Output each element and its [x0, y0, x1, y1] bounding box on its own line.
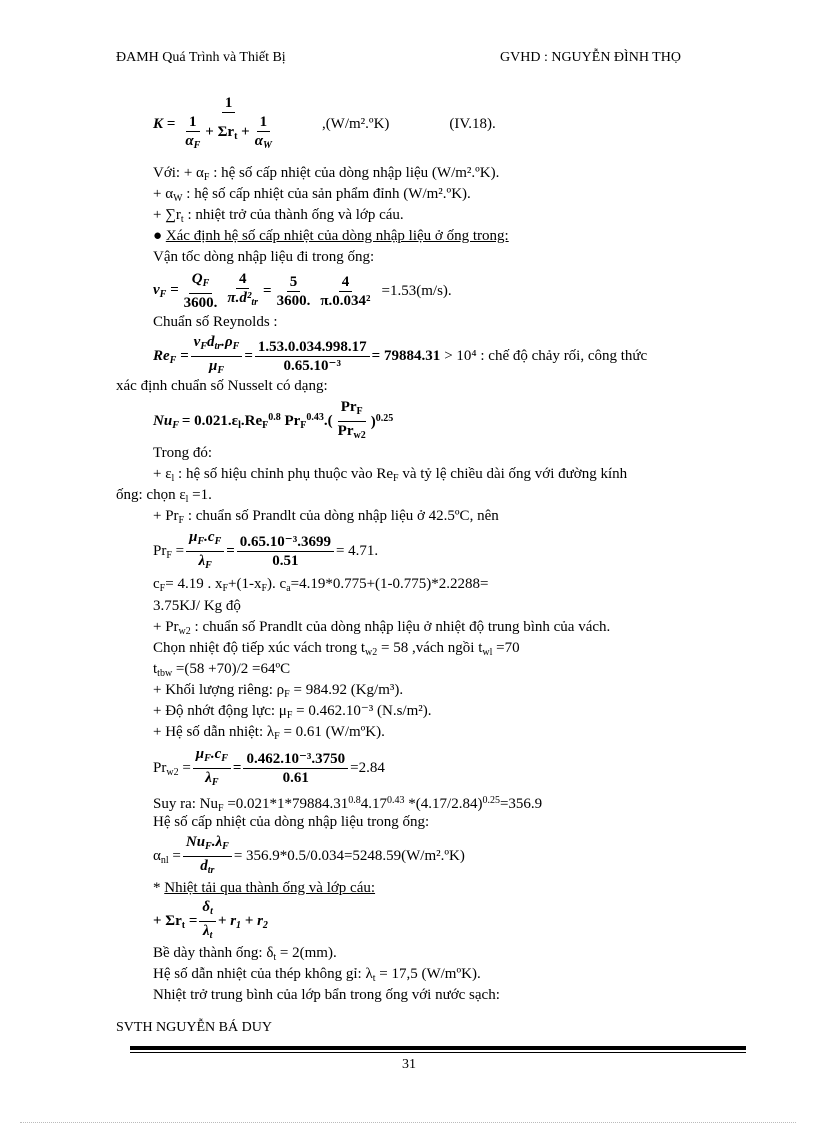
line-prandtl-w2: + $Pr_{w2}$ : chuẩn số Prandlt của dòng nhập liệu ở nhiệt độ trung bình của vách.: [153, 619, 611, 637]
equation-k-ref: (IV.18).: [449, 116, 496, 132]
footer-rule-thin: [130, 1052, 746, 1053]
equation-velocity: $v_F$ = $\frac{Q_F}{3600.}$ $\frac{4}{\pi.d^2_{tr}}$ = $\frac{5}{3600.}$ $\frac{4}{\text{π.0.034²}}$ =1.53(m/s).: [153, 271, 452, 311]
equation-k: K = 1 $\frac{1}{\alpha_F}$ + $\Sigma r_t$ + $\frac{1}{\alpha_W}$ ,(W/m².ºK) (IV.18).: [153, 95, 496, 151]
line-epsilon: + $\varepsilon_l$ : hệ số hiệu chỉnh phụ thuộc vào $Re_F$ và tỷ lệ chiều dài ống với đường kính: [153, 466, 628, 484]
footer-author: SVTH NGUYỄN BÁ DUY: [116, 1020, 272, 1035]
line-he-so-dan-nhiet: Hệ số dẫn nhiệt của thép không gỉ: $\lambda_t = 17,5$ (W/mºK).: [153, 966, 481, 984]
line-nusselt-intro: xác định chuẩn số Nusselt có dạng:: [116, 378, 328, 394]
line-suy-ra: Suy ra: $Nu_F =0.021*1*79884.31^{0.8}4.17^{0.43}$ $*(4.17/2.84)^{0.25}=356.9$: [153, 795, 543, 814]
line-epsilon-choose: ống: chọn $\varepsilon_l =1$.: [116, 487, 212, 505]
line-he-so-cap-nhiet: Hệ số cấp nhiệt của dòng nhập liệu trong ống:: [153, 814, 430, 830]
line-chon: Chọn nhiệt độ tiếp xúc vách trong $t_{w2} = 58$ ,vách ngồi $t_{wl} =70$: [153, 640, 520, 658]
line-velocity: Vận tốc dòng nhập liệu đi trong ống:: [153, 249, 375, 265]
line-alpha-f: Với: + $\alpha_F$ : hệ số cấp nhiệt của dòng nhập liệu (W/m².ºK).: [153, 165, 500, 183]
line-be-day: Bề dày thành ống: $\delta_t = 2(mm)$.: [153, 945, 337, 963]
section-nhiet-tai: * Nhiệt tải qua thành ống và lớp cáu:: [153, 880, 376, 896]
equation-prandtl-f: $Pr_F$ = $\frac{\mu_F.c_F}{\lambda_F}$ = $\frac{\text{0.65.10⁻³.3699}}{0.51}$ = 4.71.: [153, 529, 379, 571]
line-nhiet-tro: Nhiệt trở trung bình của lớp bẩn trong ống với nước sạch:: [153, 987, 500, 1003]
line-ttbw: $t_{tbw} =(58 +70)/2$ =64ºC: [153, 661, 291, 679]
line-alpha-w: + $\alpha_W$ : hệ số cấp nhiệt của sản phẩm đỉnh (W/m².ºK).: [153, 186, 471, 204]
equation-k-unit: ,(W/m².ºK): [321, 116, 390, 132]
line-rho: + Khối lượng riêng: $\rho_F = 984.92$ (Kg/m³).: [153, 682, 404, 700]
footer-rule: [130, 1046, 746, 1050]
page-number: 31: [402, 1057, 416, 1072]
line-prandtl-f: + $Pr_F$ : chuẩn số Prandlt của dòng nhập liệu ở 42.5ºC, nên: [153, 508, 499, 526]
equation-alpha-nl: $\alpha_{nl}$ = $\frac{Nu_F.\lambda_F}{d_{tr}}$ = 356.9*0.5/0.034=5248.59(W/m².ºK): [153, 834, 465, 876]
line-reynolds: Chuẩn số Reynolds :: [153, 314, 278, 330]
line-cf-result: 3.75KJ/ Kg độ: [153, 598, 241, 614]
line-mu: + Độ nhớt động lực: $\mu_F = 0.462.10^{-3}$ (N.s/m²).: [153, 703, 432, 721]
line-cf: $c_F= 4.19$ . $x_F+(1-x_F)$. $c_a=4.19*0.775+(1-0.775)*2.2288=$: [153, 576, 489, 594]
equation-reynolds: $Re_F$ = $\frac{v_Fd_{tr}.\rho_F}{\mu_F}$ = $\frac{1.53.0.034.998.17}{\text{0.65.10⁻³}}$ = 79884.31 > 10⁴ : chế độ chảy rối, công thức: [153, 334, 648, 376]
equation-sum-r: + $\Sigma r_t$ = $\frac{\delta_t}{\lambda_t}$ + $r_1 + r_2$: [153, 899, 268, 941]
header-left: ĐAMH Quá Trình và Thiết Bị: [116, 50, 286, 65]
line-lambda: + Hệ số dẫn nhiệt: $\lambda_F = 0.61$ (W/mºK).: [153, 724, 385, 742]
section-heading: ● Xác định hệ số cấp nhiệt của dòng nhập liệu ở ống trong:: [153, 228, 509, 244]
equation-nusselt: $Nu_F$ = $0.021.\varepsilon_l.Re_F^{0.8}$ $Pr_F^{0.43}$.( $\frac{Pr_F}{Pr_{w2}}$ )$^{0.25}$: [153, 399, 394, 441]
line-sum-r: + $\sum r_t$ : nhiệt trở của thành ống và lớp cáu.: [153, 207, 404, 225]
line-trong-do: Trong đó:: [153, 445, 213, 461]
equation-prandtl-w2: $Pr_{w2}$ = $\frac{\mu_F.c_F}{\lambda_F}$ = $\frac{\text{0.462.10⁻³.3750}}{0.61}$ =2.84: [153, 746, 385, 788]
header-right: GVHD : NGUYỄN ĐÌNH THỌ: [500, 50, 681, 65]
